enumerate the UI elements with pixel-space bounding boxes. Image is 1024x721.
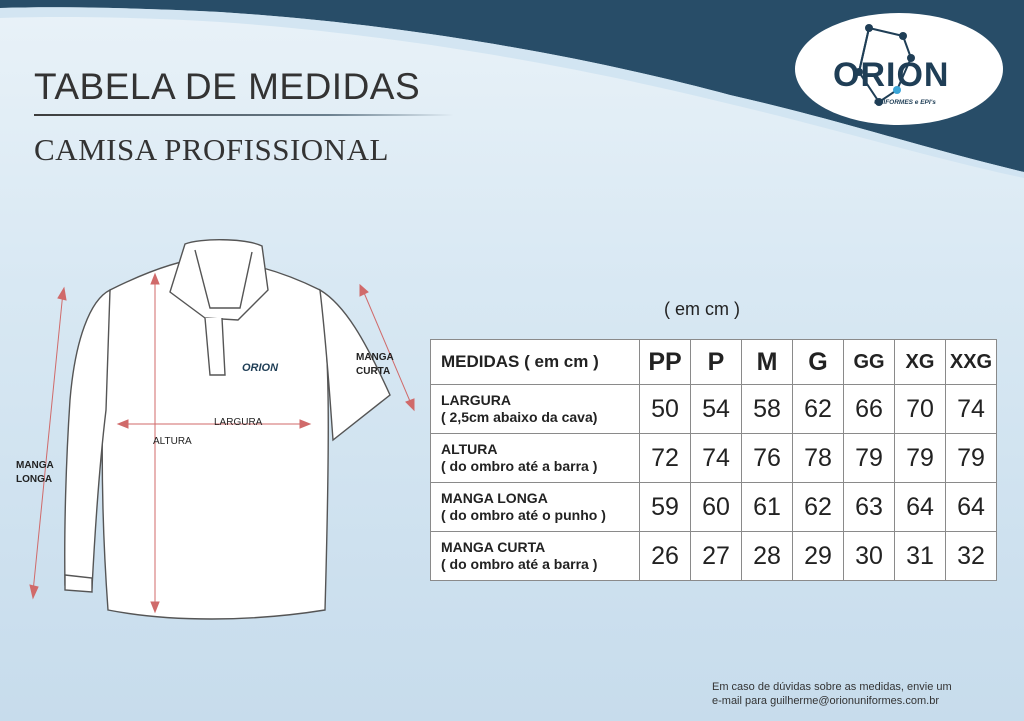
table-cell: 61 xyxy=(742,483,793,532)
table-row xyxy=(431,434,997,483)
title-underline xyxy=(34,114,454,116)
table-cell: 27 xyxy=(691,532,742,581)
header-size-pp: PP xyxy=(640,340,691,385)
label-manga-longa-line2: LONGA xyxy=(16,474,53,485)
header-size-g: G xyxy=(793,340,844,385)
row-label-manga-longa xyxy=(431,483,640,532)
table-cell: 28 xyxy=(742,532,793,581)
row-label-altura xyxy=(431,434,640,483)
table-row xyxy=(431,385,997,434)
table-cell: 79 xyxy=(844,434,895,483)
page-title: TABELA DE MEDIDAS xyxy=(34,66,421,107)
table-cell: 59 xyxy=(640,483,691,532)
table-cell: 72 xyxy=(640,434,691,483)
row-label-manga-curta xyxy=(431,532,640,581)
table-cell: 31 xyxy=(895,532,946,581)
label-largura: LARGURA xyxy=(214,417,263,428)
footer-note xyxy=(712,680,952,708)
label-manga-longa-line1: MANGA xyxy=(16,460,54,471)
table-cell: 62 xyxy=(793,483,844,532)
svg-text:ORION: ORION xyxy=(242,362,279,374)
table-cell: 64 xyxy=(895,483,946,532)
table-cell: 66 xyxy=(844,385,895,434)
table-cell: 54 xyxy=(691,385,742,434)
row-name: LARGURA xyxy=(441,392,511,408)
table-cell: 30 xyxy=(844,532,895,581)
label-manga-curta-line1: MANGA xyxy=(356,352,394,363)
table-cell: 26 xyxy=(640,532,691,581)
table-cell: 74 xyxy=(691,434,742,483)
table-row xyxy=(431,483,997,532)
page-subtitle: CAMISA PROFISSIONAL xyxy=(34,132,389,167)
table-cell: 79 xyxy=(895,434,946,483)
table-cell: 60 xyxy=(691,483,742,532)
header-size-gg: GG xyxy=(844,340,895,385)
table-cell: 32 xyxy=(946,532,997,581)
table-cell: 63 xyxy=(844,483,895,532)
logo-wordmark: ORION xyxy=(833,56,950,94)
table-cell: 64 xyxy=(946,483,997,532)
table-cell: 50 xyxy=(640,385,691,434)
row-detail: ( do ombro até o punho ) xyxy=(441,507,606,523)
table-cell: 79 xyxy=(946,434,997,483)
header-size-p: P xyxy=(691,340,742,385)
table-header-row xyxy=(431,340,997,385)
table-row xyxy=(431,532,997,581)
row-label-largura xyxy=(431,385,640,434)
footer-line-2: e-mail para guilherme@orionuniformes.com.br xyxy=(712,695,939,707)
row-detail: ( do ombro até a barra ) xyxy=(441,556,598,572)
label-manga-curta-line2: CURTA xyxy=(356,366,391,377)
header-medidas: MEDIDAS ( em cm ) xyxy=(431,340,640,385)
table-cell: 62 xyxy=(793,385,844,434)
row-name: MANGA CURTA xyxy=(441,539,546,555)
table-cell: 70 xyxy=(895,385,946,434)
row-detail: ( 2,5cm abaixo da cava) xyxy=(441,409,598,425)
table-cell: 78 xyxy=(793,434,844,483)
table-cell: 58 xyxy=(742,385,793,434)
unit-note: ( em cm ) xyxy=(664,299,740,319)
label-altura: ALTURA xyxy=(153,436,192,447)
header-size-xxg: XXG xyxy=(946,340,997,385)
shirt-illustration xyxy=(0,230,430,630)
header-size-m: M xyxy=(742,340,793,385)
size-table xyxy=(430,339,997,581)
footer-line-1: Em caso de dúvidas sobre as medidas, envie um xyxy=(712,681,952,693)
logo-tagline: UNIFORMES e EPI's xyxy=(874,99,936,106)
header-size-xg: XG xyxy=(895,340,946,385)
row-name: ALTURA xyxy=(441,441,498,457)
table-cell: 76 xyxy=(742,434,793,483)
row-detail: ( do ombro até a barra ) xyxy=(441,458,598,474)
table-cell: 74 xyxy=(946,385,997,434)
row-name: MANGA LONGA xyxy=(441,490,548,506)
table-cell: 29 xyxy=(793,532,844,581)
